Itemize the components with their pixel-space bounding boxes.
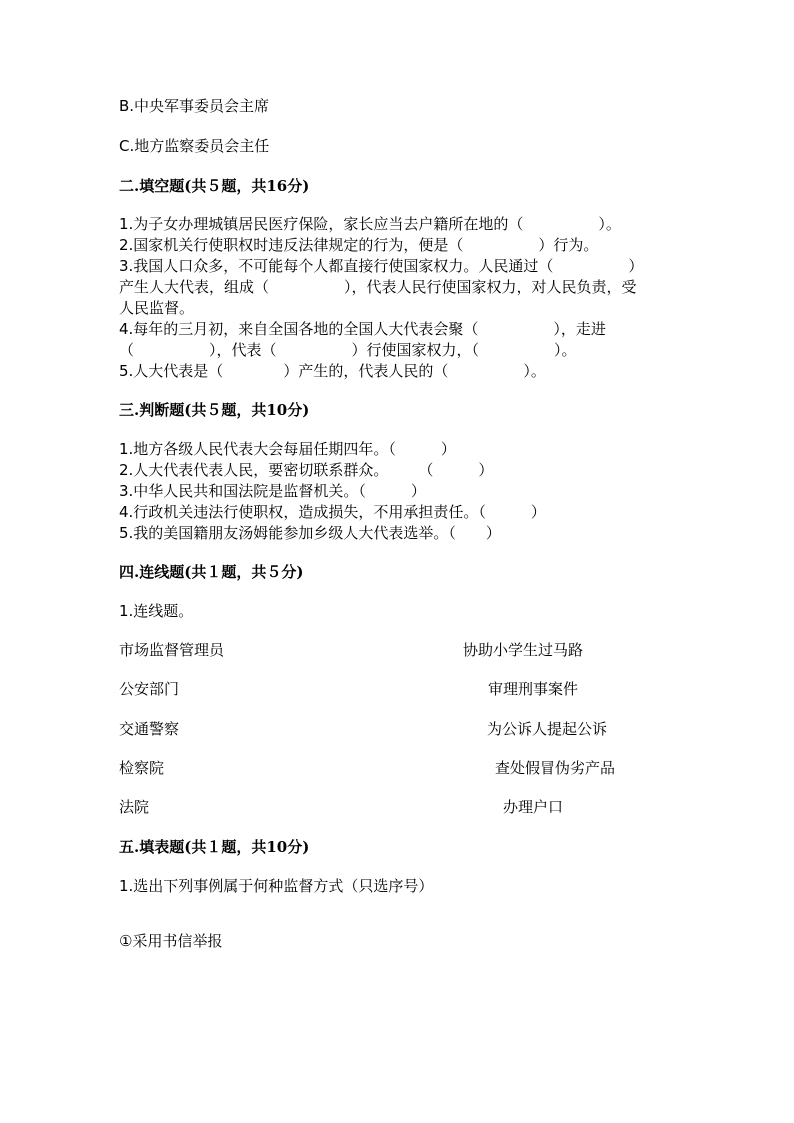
section-title-true-false: 三.判断题(共５题，共10分) [119, 401, 310, 419]
fill-blank-line: 1.为子女办理城镇居民医疗保险，家长应当去户籍所在地的（ ）。 [119, 215, 621, 233]
option-c: C.地方监察委员会主任 [119, 137, 270, 155]
matching-question: 1.连线题。 [119, 602, 194, 620]
true-false-line: 3.中华人民共和国法院是监督机关。（ ） [119, 482, 426, 500]
fill-blank-line: 产生人大代表，组成（ ），代表人民行使国家权力，对人民负责，受 [119, 278, 637, 296]
true-false-line: 4.行政机关违法行使职权，造成损失，不用承担责任。（ ） [119, 503, 546, 521]
table-item: ①采用书信举报 [119, 932, 223, 950]
table-question: 1.选出下列事例属于何种监督方式（只选序号） [119, 877, 434, 895]
section-title-matching: 四.连线题(共１题，共５分) [119, 563, 304, 581]
matching-right-item: 审理刑事案件 [488, 680, 579, 698]
matching-left-item: 交通警察 [119, 720, 180, 738]
fill-blank-line: （ ），代表（ ）行使国家权力，（ ）。 [119, 341, 577, 359]
matching-right-item: 办理户口 [503, 798, 564, 816]
fill-blank-line: 4.每年的三月初，来自全国各地的全国人大代表会聚（ ），走进 [119, 320, 606, 338]
fill-blank-line: 5.人大代表是（ ）产生的，代表人民的（ ）。 [119, 362, 546, 380]
true-false-line: 2.人大代表代表人民，要密切联系群众。 （ ） [119, 461, 494, 479]
fill-blank-line: 3.我国人口众多，不可能每个人都直接行使国家权力。人民通过（ ） [119, 257, 644, 275]
matching-right-item: 查处假冒伪劣产品 [495, 759, 616, 777]
option-b: B.中央军事委员会主席 [119, 97, 270, 115]
true-false-line: 5.我的美国籍朋友汤姆能参加乡级人大代表选举。（ ） [119, 524, 501, 542]
true-false-line: 1.地方各级人民代表大会每届任期四年。（ ） [119, 440, 456, 458]
section-title-fill-blank: 二.填空题(共５题，共16分) [119, 177, 310, 195]
fill-blank-line: 人民监督。 [119, 299, 195, 317]
matching-left-item: 市场监督管理员 [119, 641, 225, 659]
matching-left-item: 公安部门 [119, 680, 180, 698]
matching-left-item: 检察院 [119, 759, 165, 777]
matching-right-item: 为公诉人提起公诉 [487, 720, 608, 738]
matching-right-item: 协助小学生过马路 [463, 641, 584, 659]
fill-blank-line: 2.国家机关行使职权时违反法律规定的行为，便是（ ）行为。 [119, 236, 599, 254]
section-title-table: 五.填表题(共１题，共10分) [119, 838, 310, 856]
matching-left-item: 法院 [119, 798, 150, 816]
